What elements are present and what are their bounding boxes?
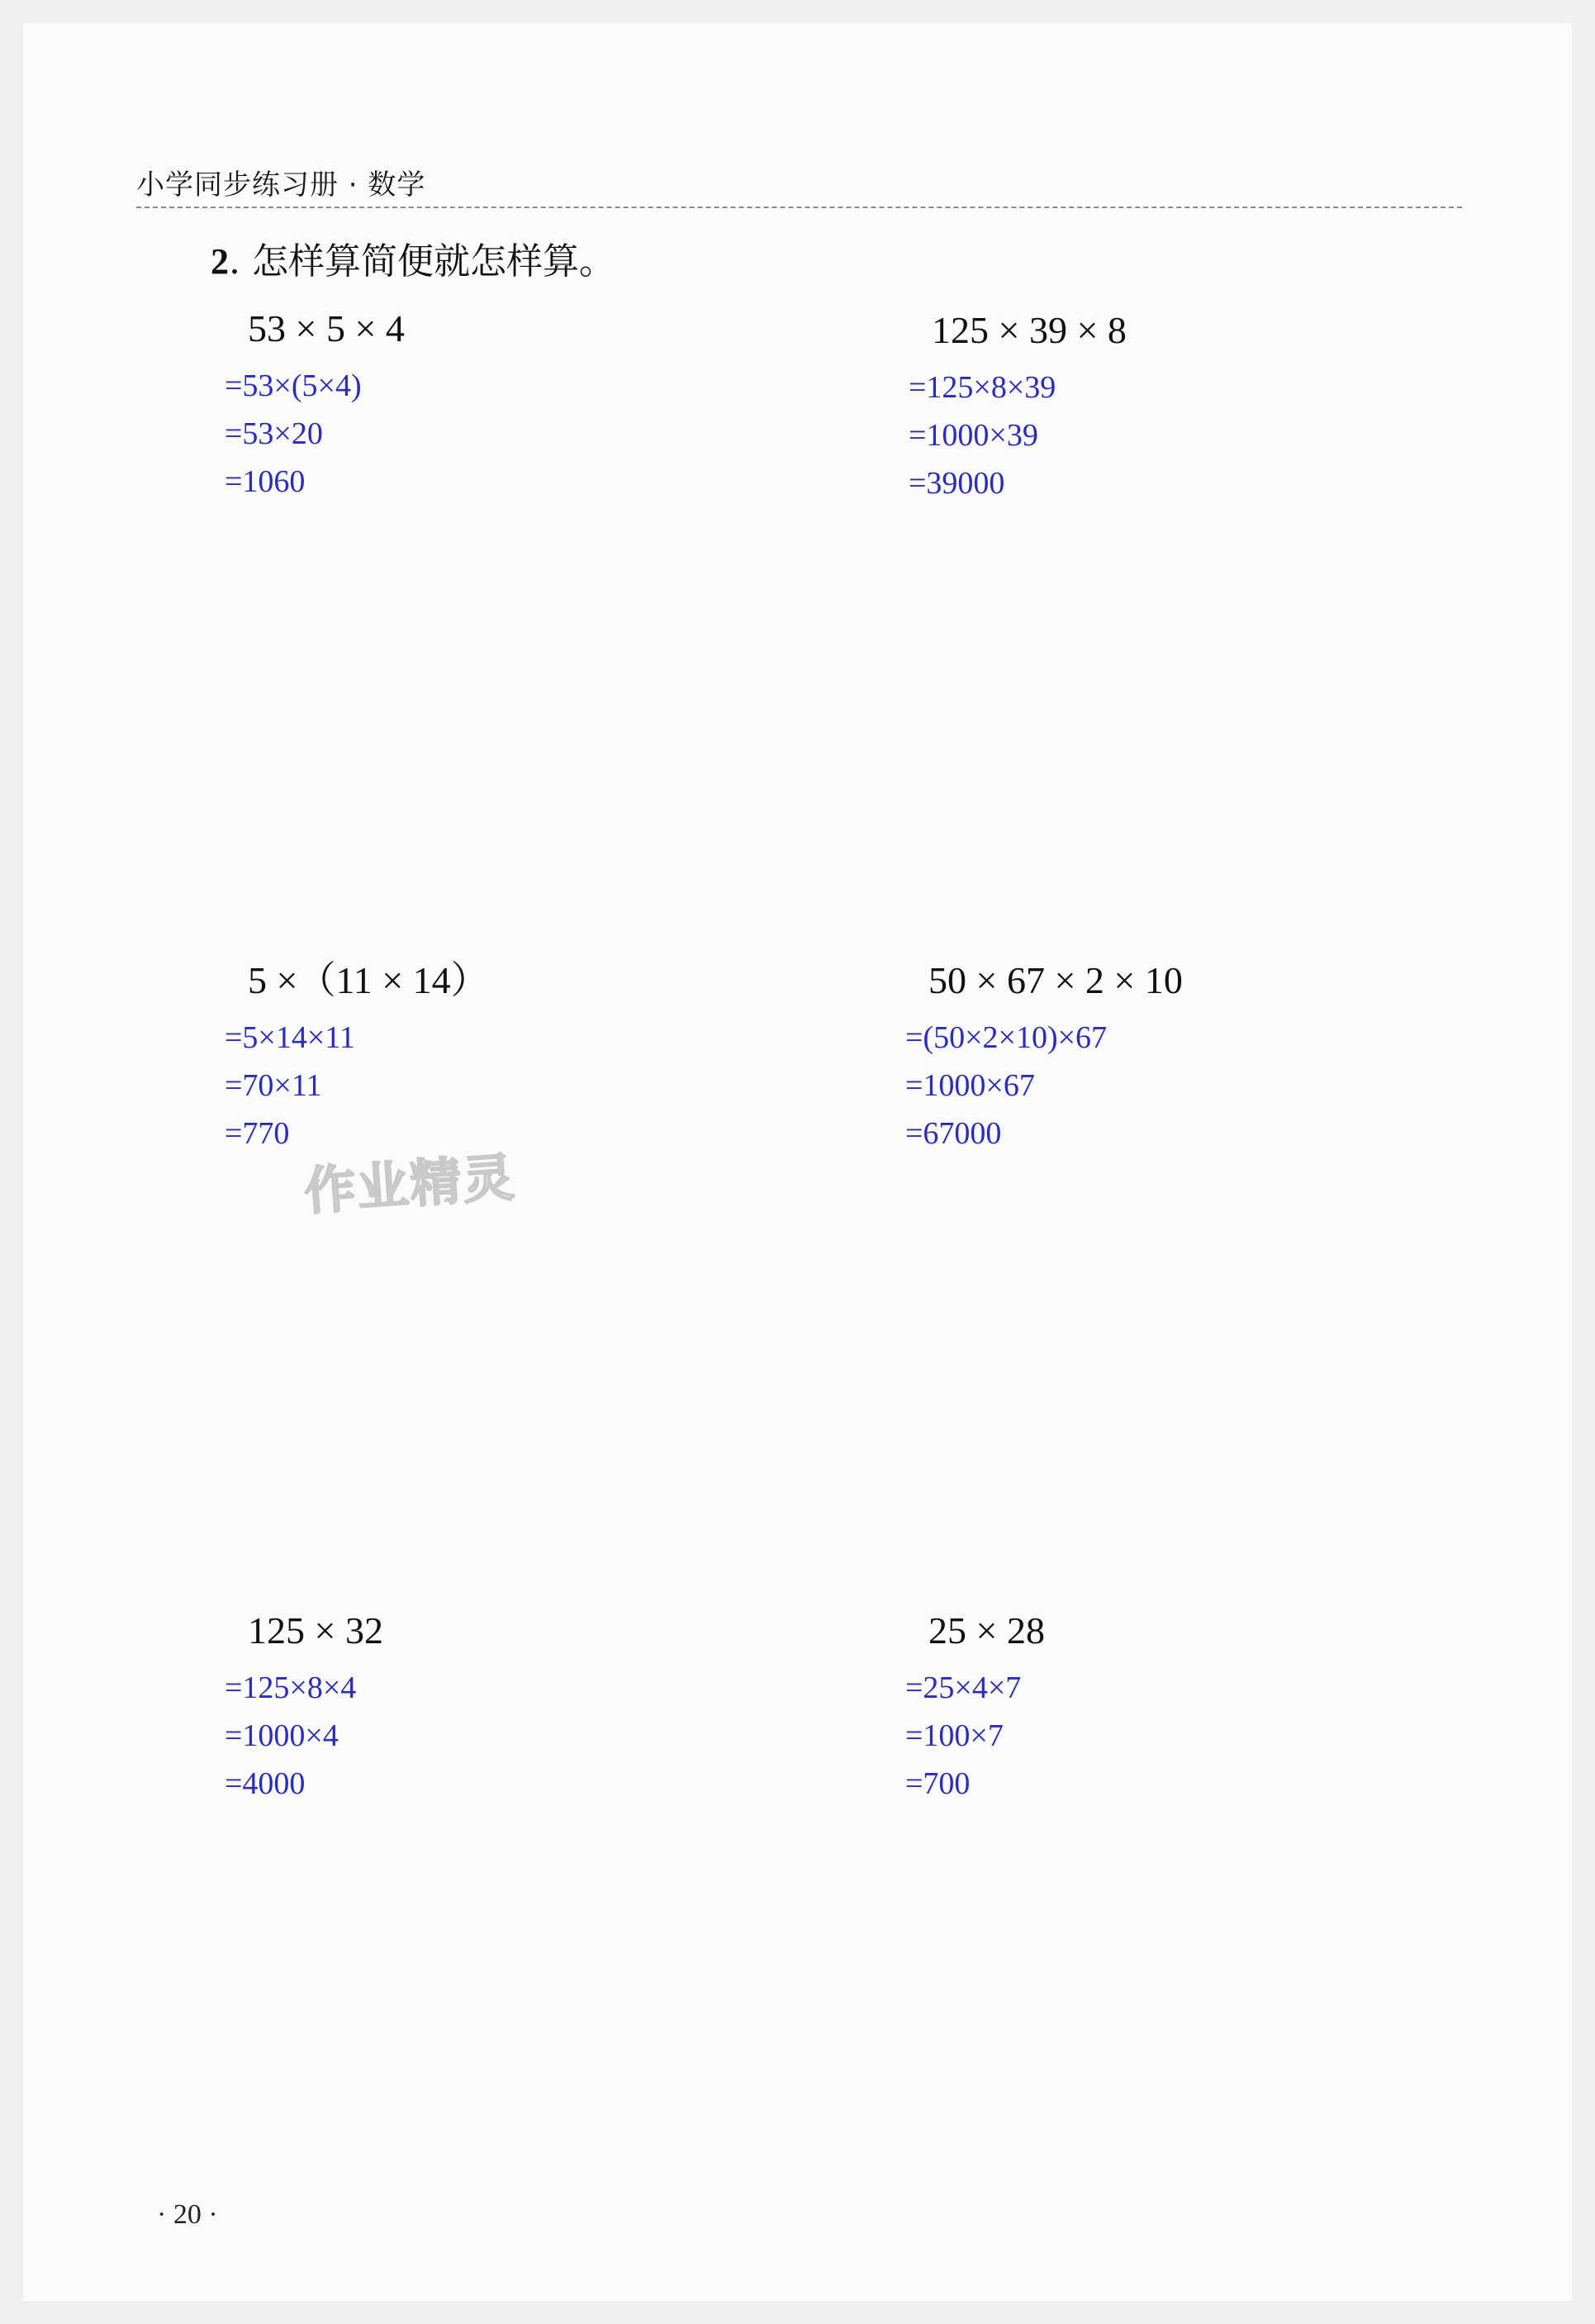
watermark: 作业精灵	[302, 1147, 518, 1222]
problem-2	[909, 306, 1487, 507]
problem-expression: 5 ×（11 × 14）	[248, 959, 489, 1001]
problem-expression: 53 × 5 × 4	[248, 307, 405, 349]
solution-step: =53×(5×4)	[225, 368, 362, 403]
solution-step: =125×8×4	[225, 1671, 357, 1705]
solution-step: =5×14×11	[225, 1020, 355, 1055]
solution-step: =1000×4	[225, 1718, 339, 1753]
header-divider	[136, 207, 1462, 208]
solution-step: =100×7	[905, 1718, 1004, 1753]
solution-step: =(50×2×10)×67	[905, 1020, 1108, 1055]
solution-step: =1000×39	[909, 418, 1038, 453]
solution-step: =25×4×7	[905, 1671, 1022, 1705]
problem-expression: 125 × 32	[248, 1609, 383, 1652]
solution-step: =1060	[225, 464, 306, 499]
problem-3	[225, 956, 803, 1157]
solution-step: =39000	[909, 466, 1005, 501]
solution-step: =700	[905, 1766, 971, 1801]
question-number: 2	[211, 241, 229, 282]
solution-step: =4000	[225, 1766, 306, 1801]
solution-step: =70×11	[225, 1068, 322, 1103]
problem-expression: 50 × 67 × 2 × 10	[928, 959, 1183, 1001]
problem-solution	[905, 1664, 1483, 1808]
solution-step: =67000	[905, 1116, 1002, 1151]
solution-step: =1000×67	[905, 1068, 1035, 1103]
page-header-title: 小学同步练习册 · 数学	[136, 169, 426, 202]
problem-solution	[225, 1664, 803, 1808]
problem-4	[905, 956, 1483, 1157]
problem-5	[225, 1606, 803, 1808]
question-instruction: . 怎样算简便就怎样算。	[229, 240, 615, 283]
page-number: · 20 ·	[157, 2199, 218, 2230]
question-heading	[211, 231, 615, 284]
solution-step: =770	[225, 1116, 290, 1151]
problem-solution	[225, 362, 803, 506]
problem-1	[225, 304, 803, 506]
problem-solution	[909, 364, 1487, 507]
problem-solution	[225, 1014, 803, 1157]
problem-expression: 125 × 39 × 8	[932, 309, 1127, 351]
solution-step: =125×8×39	[909, 370, 1056, 405]
solution-step: =53×20	[225, 416, 323, 451]
problem-expression: 25 × 28	[928, 1609, 1045, 1652]
problem-6	[905, 1606, 1483, 1808]
problem-solution	[905, 1014, 1483, 1157]
